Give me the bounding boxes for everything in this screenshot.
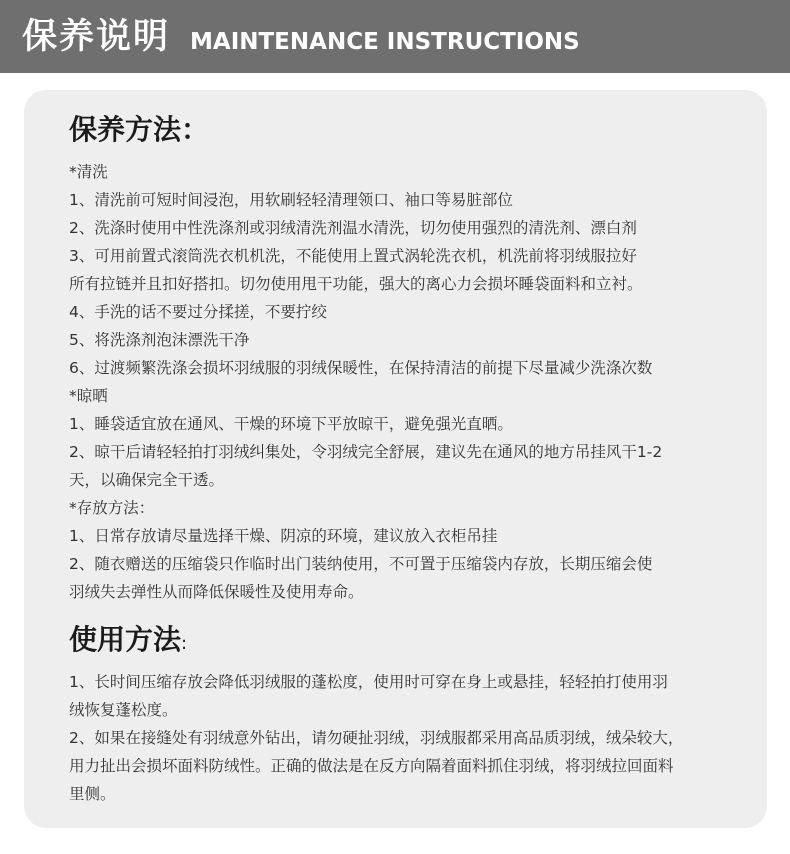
maintenance-line: 2、随衣赠送的压缩袋只作临时出门装纳使用，不可置于压缩袋内存放，长期压缩会使: [69, 555, 653, 573]
maintenance-line: 6、过渡频繁洗涤会损坏羽绒服的羽绒保暖性，在保持清洁的前提下尽量减少洗涤次数: [69, 359, 653, 377]
header-title-cn: 保养说明: [22, 17, 171, 57]
maintenance-line: 1、睡袋适宜放在通风、干燥的环境下平放晾干，避免强光直晒。: [69, 415, 513, 433]
usage-line: 绒恢复蓬松度。: [69, 701, 178, 719]
maintenance-line: 1、日常存放请尽量选择干燥、阴凉的环境，建议放入衣柜吊挂: [69, 527, 498, 545]
maintenance-line: *清洗: [69, 163, 108, 181]
maintenance-line: 4、手洗的话不要过分揉搓，不要拧绞: [69, 303, 327, 321]
maintenance-heading: 保养方法：: [69, 113, 210, 146]
header-banner: [0, 0, 790, 73]
usage-heading-text: 使用方法: [69, 623, 182, 656]
maintenance-line: 2、晾干后请轻轻拍打羽绒纠集处，令羽绒完全舒展，建议先在通风的地方吊挂风干1-2: [69, 443, 663, 461]
maintenance-line: 3、可用前置式滚筒洗衣机机洗，不能使用上置式涡轮洗衣机，机洗前将羽绒服拉好: [69, 247, 637, 265]
maintenance-line: *存放方法：: [69, 499, 155, 517]
maintenance-line: 天，以确保完全干透。: [69, 471, 225, 489]
maintenance-line: 5、将洗涤剂泡沫漂洗干净: [69, 331, 250, 349]
maintenance-line: 所有拉链并且扣好搭扣。切勿使用甩干功能，强大的离心力会损坏睡袋面料和立衬。: [69, 275, 643, 293]
maintenance-line: *晾晒: [69, 387, 108, 405]
usage-line: 2、如果在接缝处有羽绒意外钻出，请勿硬扯羽绒，羽绒服都采用高品质羽绒，绒朵较大，: [69, 729, 684, 747]
usage-line: 里侧。: [69, 785, 116, 803]
maintenance-line: 2、洗涤时使用中性洗涤剂或羽绒清洗剂温水清洗，切勿使用强烈的清洗剂、漂白剂: [69, 219, 637, 237]
usage-line: 用力扯出会损坏面料防绒性。正确的做法是在反方向隔着面料抓住羽绒，将羽绒拉回面料: [69, 757, 674, 775]
header-title-en: MAINTENANCE INSTRUCTIONS: [190, 29, 580, 55]
usage-heading-colon: :: [181, 633, 188, 654]
maintenance-line: 羽绒失去弹性从而降低保暖性及使用寿命。: [69, 583, 364, 601]
usage-heading: [69, 620, 187, 664]
usage-line: 1、长时间压缩存放会降低羽绒服的蓬松度，使用时可穿在身上或悬挂，轻轻拍打使用羽: [69, 673, 668, 691]
maintenance-line: 1、清洗前可短时间浸泡，用软刷轻轻清理领口、袖口等易脏部位: [69, 191, 513, 209]
